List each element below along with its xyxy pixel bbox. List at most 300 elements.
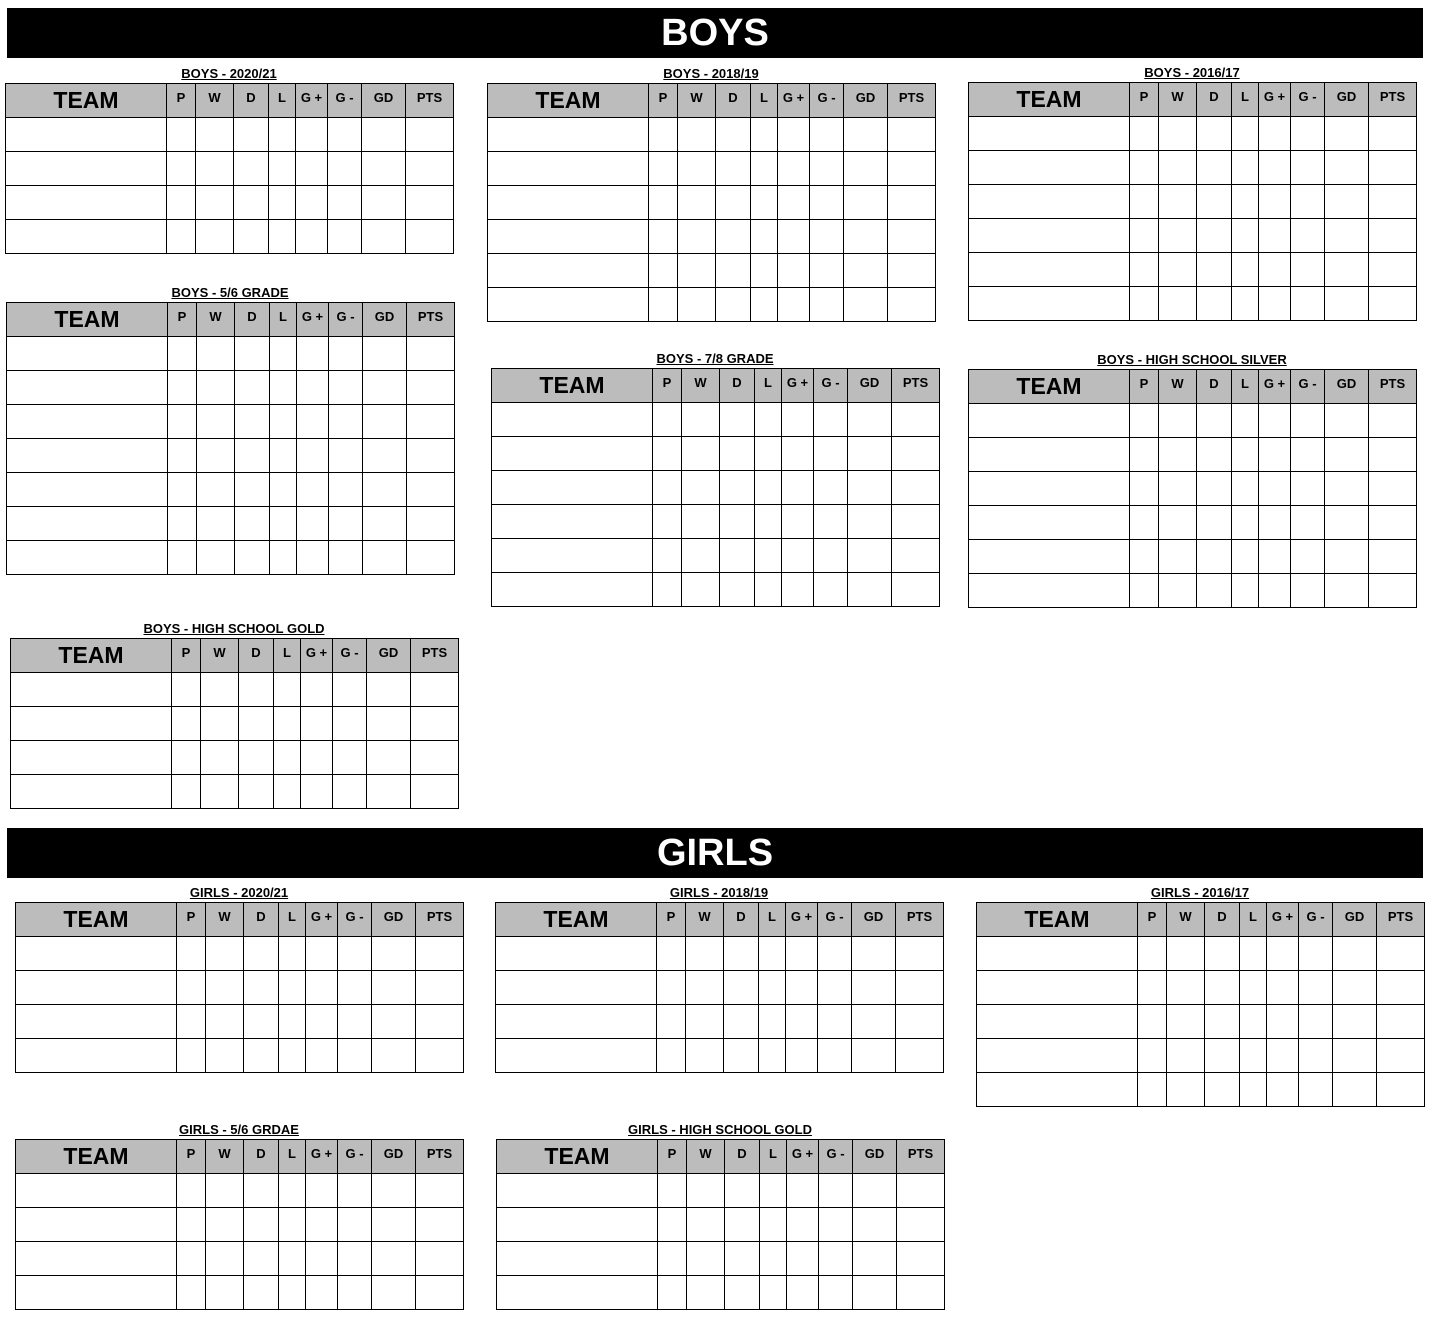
won-cell[interactable] (196, 186, 234, 220)
goals-for-cell[interactable] (297, 405, 329, 439)
goal-difference-cell[interactable] (852, 937, 896, 971)
won-cell[interactable] (687, 1208, 725, 1242)
points-cell[interactable] (892, 505, 940, 539)
points-cell[interactable] (406, 152, 454, 186)
lost-cell[interactable] (270, 371, 297, 405)
goals-against-cell[interactable] (1299, 937, 1333, 971)
won-cell[interactable] (1159, 185, 1197, 219)
lost-cell[interactable] (279, 1276, 306, 1310)
drawn-cell[interactable] (1197, 287, 1232, 321)
goals-against-cell[interactable] (338, 1276, 372, 1310)
team-cell[interactable] (488, 288, 649, 322)
lost-cell[interactable] (760, 1208, 787, 1242)
drawn-cell[interactable] (716, 186, 751, 220)
goals-for-cell[interactable] (1259, 287, 1291, 321)
lost-cell[interactable] (274, 673, 301, 707)
lost-cell[interactable] (1240, 1005, 1267, 1039)
won-cell[interactable] (197, 337, 235, 371)
lost-cell[interactable] (279, 937, 306, 971)
won-cell[interactable] (687, 1174, 725, 1208)
goals-against-cell[interactable] (810, 288, 844, 322)
played-cell[interactable] (657, 1005, 686, 1039)
team-cell[interactable] (977, 1005, 1138, 1039)
goals-for-cell[interactable] (1259, 506, 1291, 540)
points-cell[interactable] (1369, 117, 1417, 151)
lost-cell[interactable] (279, 1039, 306, 1073)
lost-cell[interactable] (755, 403, 782, 437)
played-cell[interactable] (649, 288, 678, 322)
team-cell[interactable] (969, 540, 1130, 574)
team-cell[interactable] (6, 152, 167, 186)
drawn-cell[interactable] (244, 1174, 279, 1208)
goal-difference-cell[interactable] (1333, 971, 1377, 1005)
drawn-cell[interactable] (235, 371, 270, 405)
goals-for-cell[interactable] (306, 1242, 338, 1276)
played-cell[interactable] (167, 220, 196, 254)
played-cell[interactable] (649, 254, 678, 288)
won-cell[interactable] (1159, 253, 1197, 287)
goals-for-cell[interactable] (787, 1276, 819, 1310)
won-cell[interactable] (196, 152, 234, 186)
goal-difference-cell[interactable] (848, 539, 892, 573)
played-cell[interactable] (649, 152, 678, 186)
goal-difference-cell[interactable] (1333, 1073, 1377, 1107)
drawn-cell[interactable] (239, 707, 274, 741)
goals-for-cell[interactable] (301, 707, 333, 741)
team-cell[interactable] (969, 253, 1130, 287)
goals-for-cell[interactable] (1259, 404, 1291, 438)
drawn-cell[interactable] (1197, 219, 1232, 253)
played-cell[interactable] (177, 1242, 206, 1276)
drawn-cell[interactable] (234, 118, 269, 152)
drawn-cell[interactable] (720, 437, 755, 471)
played-cell[interactable] (658, 1242, 687, 1276)
goal-difference-cell[interactable] (1325, 287, 1369, 321)
goals-against-cell[interactable] (819, 1242, 853, 1276)
team-cell[interactable] (496, 1039, 657, 1073)
goals-against-cell[interactable] (333, 741, 367, 775)
goals-against-cell[interactable] (818, 1005, 852, 1039)
drawn-cell[interactable] (725, 1174, 760, 1208)
lost-cell[interactable] (1232, 253, 1259, 287)
played-cell[interactable] (649, 220, 678, 254)
won-cell[interactable] (682, 539, 720, 573)
team-cell[interactable] (11, 673, 172, 707)
team-cell[interactable] (7, 473, 168, 507)
played-cell[interactable] (172, 775, 201, 809)
lost-cell[interactable] (1232, 404, 1259, 438)
played-cell[interactable] (1130, 540, 1159, 574)
goals-against-cell[interactable] (1299, 1039, 1333, 1073)
won-cell[interactable] (197, 473, 235, 507)
won-cell[interactable] (1167, 937, 1205, 971)
won-cell[interactable] (1167, 1039, 1205, 1073)
team-cell[interactable] (16, 1039, 177, 1073)
lost-cell[interactable] (1232, 219, 1259, 253)
lost-cell[interactable] (751, 186, 778, 220)
goals-for-cell[interactable] (787, 1242, 819, 1276)
played-cell[interactable] (167, 152, 196, 186)
played-cell[interactable] (167, 186, 196, 220)
won-cell[interactable] (197, 541, 235, 575)
won-cell[interactable] (197, 507, 235, 541)
team-cell[interactable] (497, 1276, 658, 1310)
points-cell[interactable] (411, 673, 459, 707)
team-cell[interactable] (969, 472, 1130, 506)
won-cell[interactable] (678, 220, 716, 254)
lost-cell[interactable] (1232, 574, 1259, 608)
played-cell[interactable] (1130, 438, 1159, 472)
won-cell[interactable] (196, 220, 234, 254)
points-cell[interactable] (1369, 287, 1417, 321)
goals-for-cell[interactable] (786, 971, 818, 1005)
points-cell[interactable] (897, 1242, 945, 1276)
played-cell[interactable] (653, 437, 682, 471)
points-cell[interactable] (407, 405, 455, 439)
goals-against-cell[interactable] (328, 152, 362, 186)
goals-for-cell[interactable] (787, 1174, 819, 1208)
played-cell[interactable] (649, 118, 678, 152)
lost-cell[interactable] (274, 707, 301, 741)
lost-cell[interactable] (279, 1208, 306, 1242)
goals-for-cell[interactable] (786, 937, 818, 971)
goals-for-cell[interactable] (778, 254, 810, 288)
drawn-cell[interactable] (234, 186, 269, 220)
team-cell[interactable] (7, 541, 168, 575)
drawn-cell[interactable] (716, 152, 751, 186)
drawn-cell[interactable] (1197, 404, 1232, 438)
goal-difference-cell[interactable] (1325, 574, 1369, 608)
points-cell[interactable] (888, 220, 936, 254)
won-cell[interactable] (206, 1174, 244, 1208)
goals-against-cell[interactable] (333, 673, 367, 707)
goals-against-cell[interactable] (810, 152, 844, 186)
drawn-cell[interactable] (235, 337, 270, 371)
goal-difference-cell[interactable] (1325, 253, 1369, 287)
won-cell[interactable] (201, 707, 239, 741)
played-cell[interactable] (177, 1039, 206, 1073)
team-cell[interactable] (7, 371, 168, 405)
played-cell[interactable] (1130, 506, 1159, 540)
team-cell[interactable] (16, 971, 177, 1005)
won-cell[interactable] (1159, 287, 1197, 321)
goals-for-cell[interactable] (778, 186, 810, 220)
played-cell[interactable] (168, 507, 197, 541)
drawn-cell[interactable] (244, 1208, 279, 1242)
goals-against-cell[interactable] (333, 775, 367, 809)
won-cell[interactable] (201, 673, 239, 707)
lost-cell[interactable] (759, 937, 786, 971)
goals-for-cell[interactable] (1267, 1073, 1299, 1107)
lost-cell[interactable] (1240, 1073, 1267, 1107)
drawn-cell[interactable] (1197, 506, 1232, 540)
goals-for-cell[interactable] (1259, 151, 1291, 185)
goals-against-cell[interactable] (814, 403, 848, 437)
points-cell[interactable] (416, 1039, 464, 1073)
drawn-cell[interactable] (724, 971, 759, 1005)
goals-against-cell[interactable] (338, 1208, 372, 1242)
team-cell[interactable] (492, 403, 653, 437)
played-cell[interactable] (658, 1174, 687, 1208)
played-cell[interactable] (1130, 117, 1159, 151)
points-cell[interactable] (1377, 1073, 1425, 1107)
goals-against-cell[interactable] (329, 507, 363, 541)
goals-for-cell[interactable] (1267, 1039, 1299, 1073)
played-cell[interactable] (167, 118, 196, 152)
goals-for-cell[interactable] (306, 937, 338, 971)
goals-for-cell[interactable] (301, 741, 333, 775)
team-cell[interactable] (492, 573, 653, 607)
points-cell[interactable] (1369, 472, 1417, 506)
lost-cell[interactable] (279, 1005, 306, 1039)
drawn-cell[interactable] (1205, 1039, 1240, 1073)
drawn-cell[interactable] (235, 405, 270, 439)
lost-cell[interactable] (1232, 438, 1259, 472)
goals-against-cell[interactable] (1291, 438, 1325, 472)
played-cell[interactable] (653, 403, 682, 437)
won-cell[interactable] (201, 741, 239, 775)
goals-against-cell[interactable] (1291, 253, 1325, 287)
goals-against-cell[interactable] (1291, 117, 1325, 151)
played-cell[interactable] (1130, 185, 1159, 219)
team-cell[interactable] (6, 186, 167, 220)
points-cell[interactable] (416, 1174, 464, 1208)
team-cell[interactable] (7, 405, 168, 439)
drawn-cell[interactable] (724, 1005, 759, 1039)
played-cell[interactable] (1130, 219, 1159, 253)
team-cell[interactable] (488, 186, 649, 220)
points-cell[interactable] (407, 439, 455, 473)
goals-for-cell[interactable] (306, 971, 338, 1005)
goals-against-cell[interactable] (814, 437, 848, 471)
team-cell[interactable] (16, 1174, 177, 1208)
goals-for-cell[interactable] (786, 1039, 818, 1073)
lost-cell[interactable] (1232, 506, 1259, 540)
goals-against-cell[interactable] (338, 937, 372, 971)
goal-difference-cell[interactable] (363, 473, 407, 507)
points-cell[interactable] (1369, 506, 1417, 540)
lost-cell[interactable] (755, 437, 782, 471)
goals-for-cell[interactable] (306, 1039, 338, 1073)
goal-difference-cell[interactable] (1325, 117, 1369, 151)
lost-cell[interactable] (269, 118, 296, 152)
team-cell[interactable] (969, 117, 1130, 151)
won-cell[interactable] (1159, 574, 1197, 608)
goal-difference-cell[interactable] (844, 118, 888, 152)
goal-difference-cell[interactable] (372, 1242, 416, 1276)
played-cell[interactable] (657, 937, 686, 971)
team-cell[interactable] (969, 151, 1130, 185)
goals-against-cell[interactable] (810, 118, 844, 152)
team-cell[interactable] (969, 506, 1130, 540)
goals-against-cell[interactable] (1291, 219, 1325, 253)
goals-for-cell[interactable] (306, 1208, 338, 1242)
goal-difference-cell[interactable] (372, 1276, 416, 1310)
goals-for-cell[interactable] (782, 437, 814, 471)
points-cell[interactable] (892, 539, 940, 573)
goal-difference-cell[interactable] (372, 971, 416, 1005)
goals-against-cell[interactable] (1291, 287, 1325, 321)
lost-cell[interactable] (751, 288, 778, 322)
goal-difference-cell[interactable] (853, 1276, 897, 1310)
team-cell[interactable] (969, 574, 1130, 608)
lost-cell[interactable] (751, 118, 778, 152)
team-cell[interactable] (969, 287, 1130, 321)
goals-against-cell[interactable] (1291, 574, 1325, 608)
goals-against-cell[interactable] (1299, 971, 1333, 1005)
goal-difference-cell[interactable] (372, 1174, 416, 1208)
goals-against-cell[interactable] (1299, 1005, 1333, 1039)
goal-difference-cell[interactable] (848, 573, 892, 607)
goal-difference-cell[interactable] (372, 1208, 416, 1242)
lost-cell[interactable] (751, 152, 778, 186)
goals-against-cell[interactable] (329, 337, 363, 371)
played-cell[interactable] (653, 471, 682, 505)
won-cell[interactable] (682, 403, 720, 437)
goals-against-cell[interactable] (338, 971, 372, 1005)
lost-cell[interactable] (1232, 472, 1259, 506)
played-cell[interactable] (177, 1005, 206, 1039)
won-cell[interactable] (197, 405, 235, 439)
goals-against-cell[interactable] (338, 1242, 372, 1276)
drawn-cell[interactable] (235, 439, 270, 473)
goal-difference-cell[interactable] (853, 1174, 897, 1208)
goals-against-cell[interactable] (328, 118, 362, 152)
team-cell[interactable] (969, 219, 1130, 253)
drawn-cell[interactable] (720, 573, 755, 607)
goal-difference-cell[interactable] (362, 186, 406, 220)
lost-cell[interactable] (759, 971, 786, 1005)
goal-difference-cell[interactable] (1325, 438, 1369, 472)
points-cell[interactable] (892, 573, 940, 607)
drawn-cell[interactable] (244, 971, 279, 1005)
points-cell[interactable] (407, 507, 455, 541)
goal-difference-cell[interactable] (852, 1005, 896, 1039)
goals-against-cell[interactable] (814, 539, 848, 573)
played-cell[interactable] (1130, 253, 1159, 287)
lost-cell[interactable] (755, 539, 782, 573)
goal-difference-cell[interactable] (1325, 506, 1369, 540)
goal-difference-cell[interactable] (852, 1039, 896, 1073)
goals-for-cell[interactable] (782, 403, 814, 437)
drawn-cell[interactable] (1197, 438, 1232, 472)
drawn-cell[interactable] (716, 118, 751, 152)
drawn-cell[interactable] (725, 1276, 760, 1310)
drawn-cell[interactable] (239, 741, 274, 775)
lost-cell[interactable] (759, 1039, 786, 1073)
drawn-cell[interactable] (720, 539, 755, 573)
team-cell[interactable] (497, 1174, 658, 1208)
won-cell[interactable] (678, 254, 716, 288)
drawn-cell[interactable] (244, 1242, 279, 1276)
points-cell[interactable] (888, 288, 936, 322)
won-cell[interactable] (686, 971, 724, 1005)
drawn-cell[interactable] (720, 505, 755, 539)
goals-against-cell[interactable] (333, 707, 367, 741)
points-cell[interactable] (406, 220, 454, 254)
goals-for-cell[interactable] (1259, 253, 1291, 287)
team-cell[interactable] (6, 220, 167, 254)
goal-difference-cell[interactable] (1325, 185, 1369, 219)
played-cell[interactable] (168, 541, 197, 575)
lost-cell[interactable] (760, 1174, 787, 1208)
won-cell[interactable] (678, 288, 716, 322)
goal-difference-cell[interactable] (844, 220, 888, 254)
goal-difference-cell[interactable] (367, 741, 411, 775)
goals-against-cell[interactable] (818, 937, 852, 971)
goals-for-cell[interactable] (778, 118, 810, 152)
lost-cell[interactable] (1232, 185, 1259, 219)
won-cell[interactable] (678, 152, 716, 186)
goals-for-cell[interactable] (778, 152, 810, 186)
drawn-cell[interactable] (1197, 253, 1232, 287)
drawn-cell[interactable] (1205, 937, 1240, 971)
goal-difference-cell[interactable] (363, 405, 407, 439)
lost-cell[interactable] (1240, 1039, 1267, 1073)
goals-for-cell[interactable] (778, 220, 810, 254)
points-cell[interactable] (888, 152, 936, 186)
drawn-cell[interactable] (725, 1208, 760, 1242)
drawn-cell[interactable] (1197, 540, 1232, 574)
won-cell[interactable] (1159, 540, 1197, 574)
points-cell[interactable] (411, 775, 459, 809)
played-cell[interactable] (657, 1039, 686, 1073)
goals-against-cell[interactable] (814, 471, 848, 505)
points-cell[interactable] (416, 937, 464, 971)
won-cell[interactable] (1159, 472, 1197, 506)
team-cell[interactable] (977, 971, 1138, 1005)
drawn-cell[interactable] (1197, 151, 1232, 185)
goal-difference-cell[interactable] (372, 1039, 416, 1073)
goals-for-cell[interactable] (782, 573, 814, 607)
points-cell[interactable] (407, 541, 455, 575)
drawn-cell[interactable] (235, 507, 270, 541)
points-cell[interactable] (892, 403, 940, 437)
points-cell[interactable] (897, 1174, 945, 1208)
lost-cell[interactable] (270, 337, 297, 371)
drawn-cell[interactable] (1205, 1073, 1240, 1107)
goals-for-cell[interactable] (296, 118, 328, 152)
goal-difference-cell[interactable] (1325, 404, 1369, 438)
team-cell[interactable] (16, 937, 177, 971)
won-cell[interactable] (197, 439, 235, 473)
goal-difference-cell[interactable] (848, 471, 892, 505)
won-cell[interactable] (686, 1005, 724, 1039)
won-cell[interactable] (1167, 971, 1205, 1005)
goals-against-cell[interactable] (329, 371, 363, 405)
drawn-cell[interactable] (720, 403, 755, 437)
goal-difference-cell[interactable] (1325, 219, 1369, 253)
goal-difference-cell[interactable] (363, 541, 407, 575)
goal-difference-cell[interactable] (367, 775, 411, 809)
won-cell[interactable] (682, 471, 720, 505)
drawn-cell[interactable] (724, 937, 759, 971)
goal-difference-cell[interactable] (844, 288, 888, 322)
won-cell[interactable] (206, 1276, 244, 1310)
played-cell[interactable] (1130, 574, 1159, 608)
played-cell[interactable] (177, 971, 206, 1005)
points-cell[interactable] (892, 471, 940, 505)
team-cell[interactable] (496, 937, 657, 971)
won-cell[interactable] (206, 1208, 244, 1242)
points-cell[interactable] (1369, 219, 1417, 253)
drawn-cell[interactable] (234, 152, 269, 186)
points-cell[interactable] (407, 371, 455, 405)
goals-for-cell[interactable] (787, 1208, 819, 1242)
team-cell[interactable] (488, 118, 649, 152)
goals-against-cell[interactable] (1291, 151, 1325, 185)
won-cell[interactable] (206, 937, 244, 971)
